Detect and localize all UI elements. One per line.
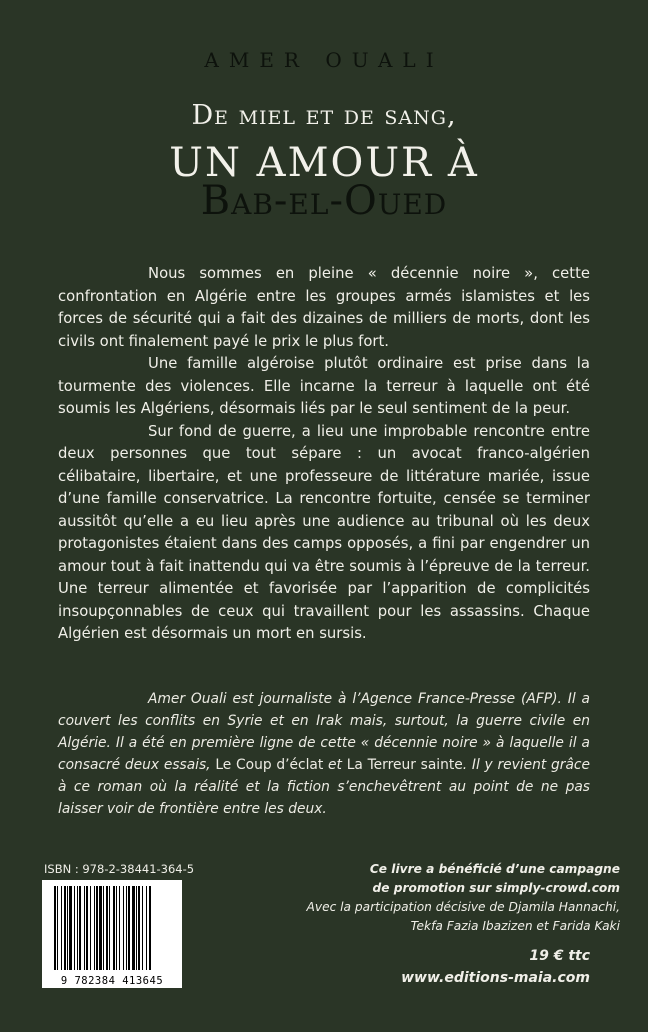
barcode-digits: 9 782384 413645 [60, 975, 164, 987]
author-name: AMER OUALI [204, 48, 444, 72]
title-line-3: Bab-el-Oued [200, 178, 448, 224]
barcode-bar [86, 886, 88, 970]
barcode-bar [57, 886, 58, 970]
barcode-bars [42, 880, 182, 974]
publisher-website: www.editions-maia.com [401, 970, 590, 986]
barcode-bar [64, 886, 66, 970]
barcode-bar [74, 886, 75, 970]
summary-paragraph-3: Sur fond de guerre, a lieu une improbable rencontre entre deux personnes que tout sépare : un avocat franco-algérien célibataire, libertaire, et une professeure de littérature mariée, issue d’une famille conservatrice. La rencontre fortuite, censée se terminer aussitôt qu’elle a eu lieu après une audience au tribunal où les deux protagonistes étaient dans des camps opposés, a fini par engendrer un amour tout à fait inattendu qui va être soumis à l’épreuve de la terreur. Une terreur alimentée et favorisée par l’apparition de complicités insoupçonnables de ceux qui travaillent pour les assassins. Chaque Algérien est désormais un mort en sursis. [58, 422, 590, 642]
promo-line-2: de promotion sur simply-crowd.com [372, 881, 620, 895]
barcode-bar [142, 886, 143, 970]
summary-paragraph-2: Une famille algéroise plutôt ordinaire est prise dans la tourmente des violences. Elle incarne la terreur à laquelle ont été soumis les Algériens, désormais liés par le seul sentiment de la peur. [58, 355, 590, 417]
barcode-bar [132, 886, 135, 970]
promo-line-3: Avec la participation décisive de Djamila Hannachi, [306, 900, 620, 914]
title-line-1: De miel et de sang, [191, 100, 457, 131]
barcode-bar [128, 886, 130, 970]
barcode-bar [77, 886, 78, 970]
isbn-label: ISBN : 978-2-38441-364-5 [44, 862, 195, 876]
barcode-bar [116, 886, 117, 970]
bio-book-2: La Terreur sainte [346, 757, 463, 773]
barcode-bar [67, 886, 68, 970]
barcode-bar [94, 886, 95, 970]
barcode-bar [109, 886, 110, 970]
title-line-2: UN AMOUR À [169, 140, 479, 186]
barcode-bar [61, 886, 62, 970]
barcode-bar [138, 886, 140, 970]
barcode-bar [54, 886, 56, 970]
barcode-bar [146, 886, 147, 970]
promo-line-4: Tekfa Fazia Ibazizen et Farida Kaki [410, 919, 620, 933]
bio-part-2: . Il y revient grâce à ce roman où la réalité et la fiction s’enchevêtrent au point de ne pas laisser voir de frontière entre les deux. [58, 757, 590, 817]
barcode-bar [69, 886, 72, 970]
author-bio [58, 688, 590, 820]
barcode [42, 880, 182, 988]
barcode-bar [126, 886, 127, 970]
bio-and: et [328, 757, 342, 773]
barcode-bar [123, 886, 124, 970]
barcode-bar [90, 886, 91, 970]
barcode-bar [79, 886, 81, 970]
barcode-bar [103, 886, 104, 970]
barcode-bar [96, 886, 98, 970]
barcode-bar [106, 886, 108, 970]
summary-text [58, 263, 590, 646]
bio-part-1: Amer Ouali est journaliste à l’Agence France-Presse (AFP). Il a couvert les conflits en Syrie et en Irak mais, surtout, la guerre civile en Algérie. Il a été en première ligne de cette « décennie noire » à laquelle il a consacré deux essais, [58, 691, 590, 773]
barcode-bar [149, 886, 151, 970]
price: 19 € ttc [529, 948, 590, 964]
barcode-bar [84, 886, 85, 970]
summary-paragraph-1: Nous sommes en pleine « décennie noire », cette confrontation en Algérie entre les groupes armés islamistes et les forces de sécurité qui a fait des dizaines de milliers de morts, dont les civils ont finalement payé le prix le plus fort. [58, 265, 590, 350]
promo-line-1: Ce livre a bénéficié d’une campagne [369, 862, 620, 876]
barcode-bar [136, 886, 137, 970]
barcode-bar [99, 886, 102, 970]
barcode-bar [113, 886, 115, 970]
promo-block [280, 860, 620, 936]
bio-book-1: Le Coup d’éclat [215, 757, 324, 773]
barcode-bar [119, 886, 120, 970]
